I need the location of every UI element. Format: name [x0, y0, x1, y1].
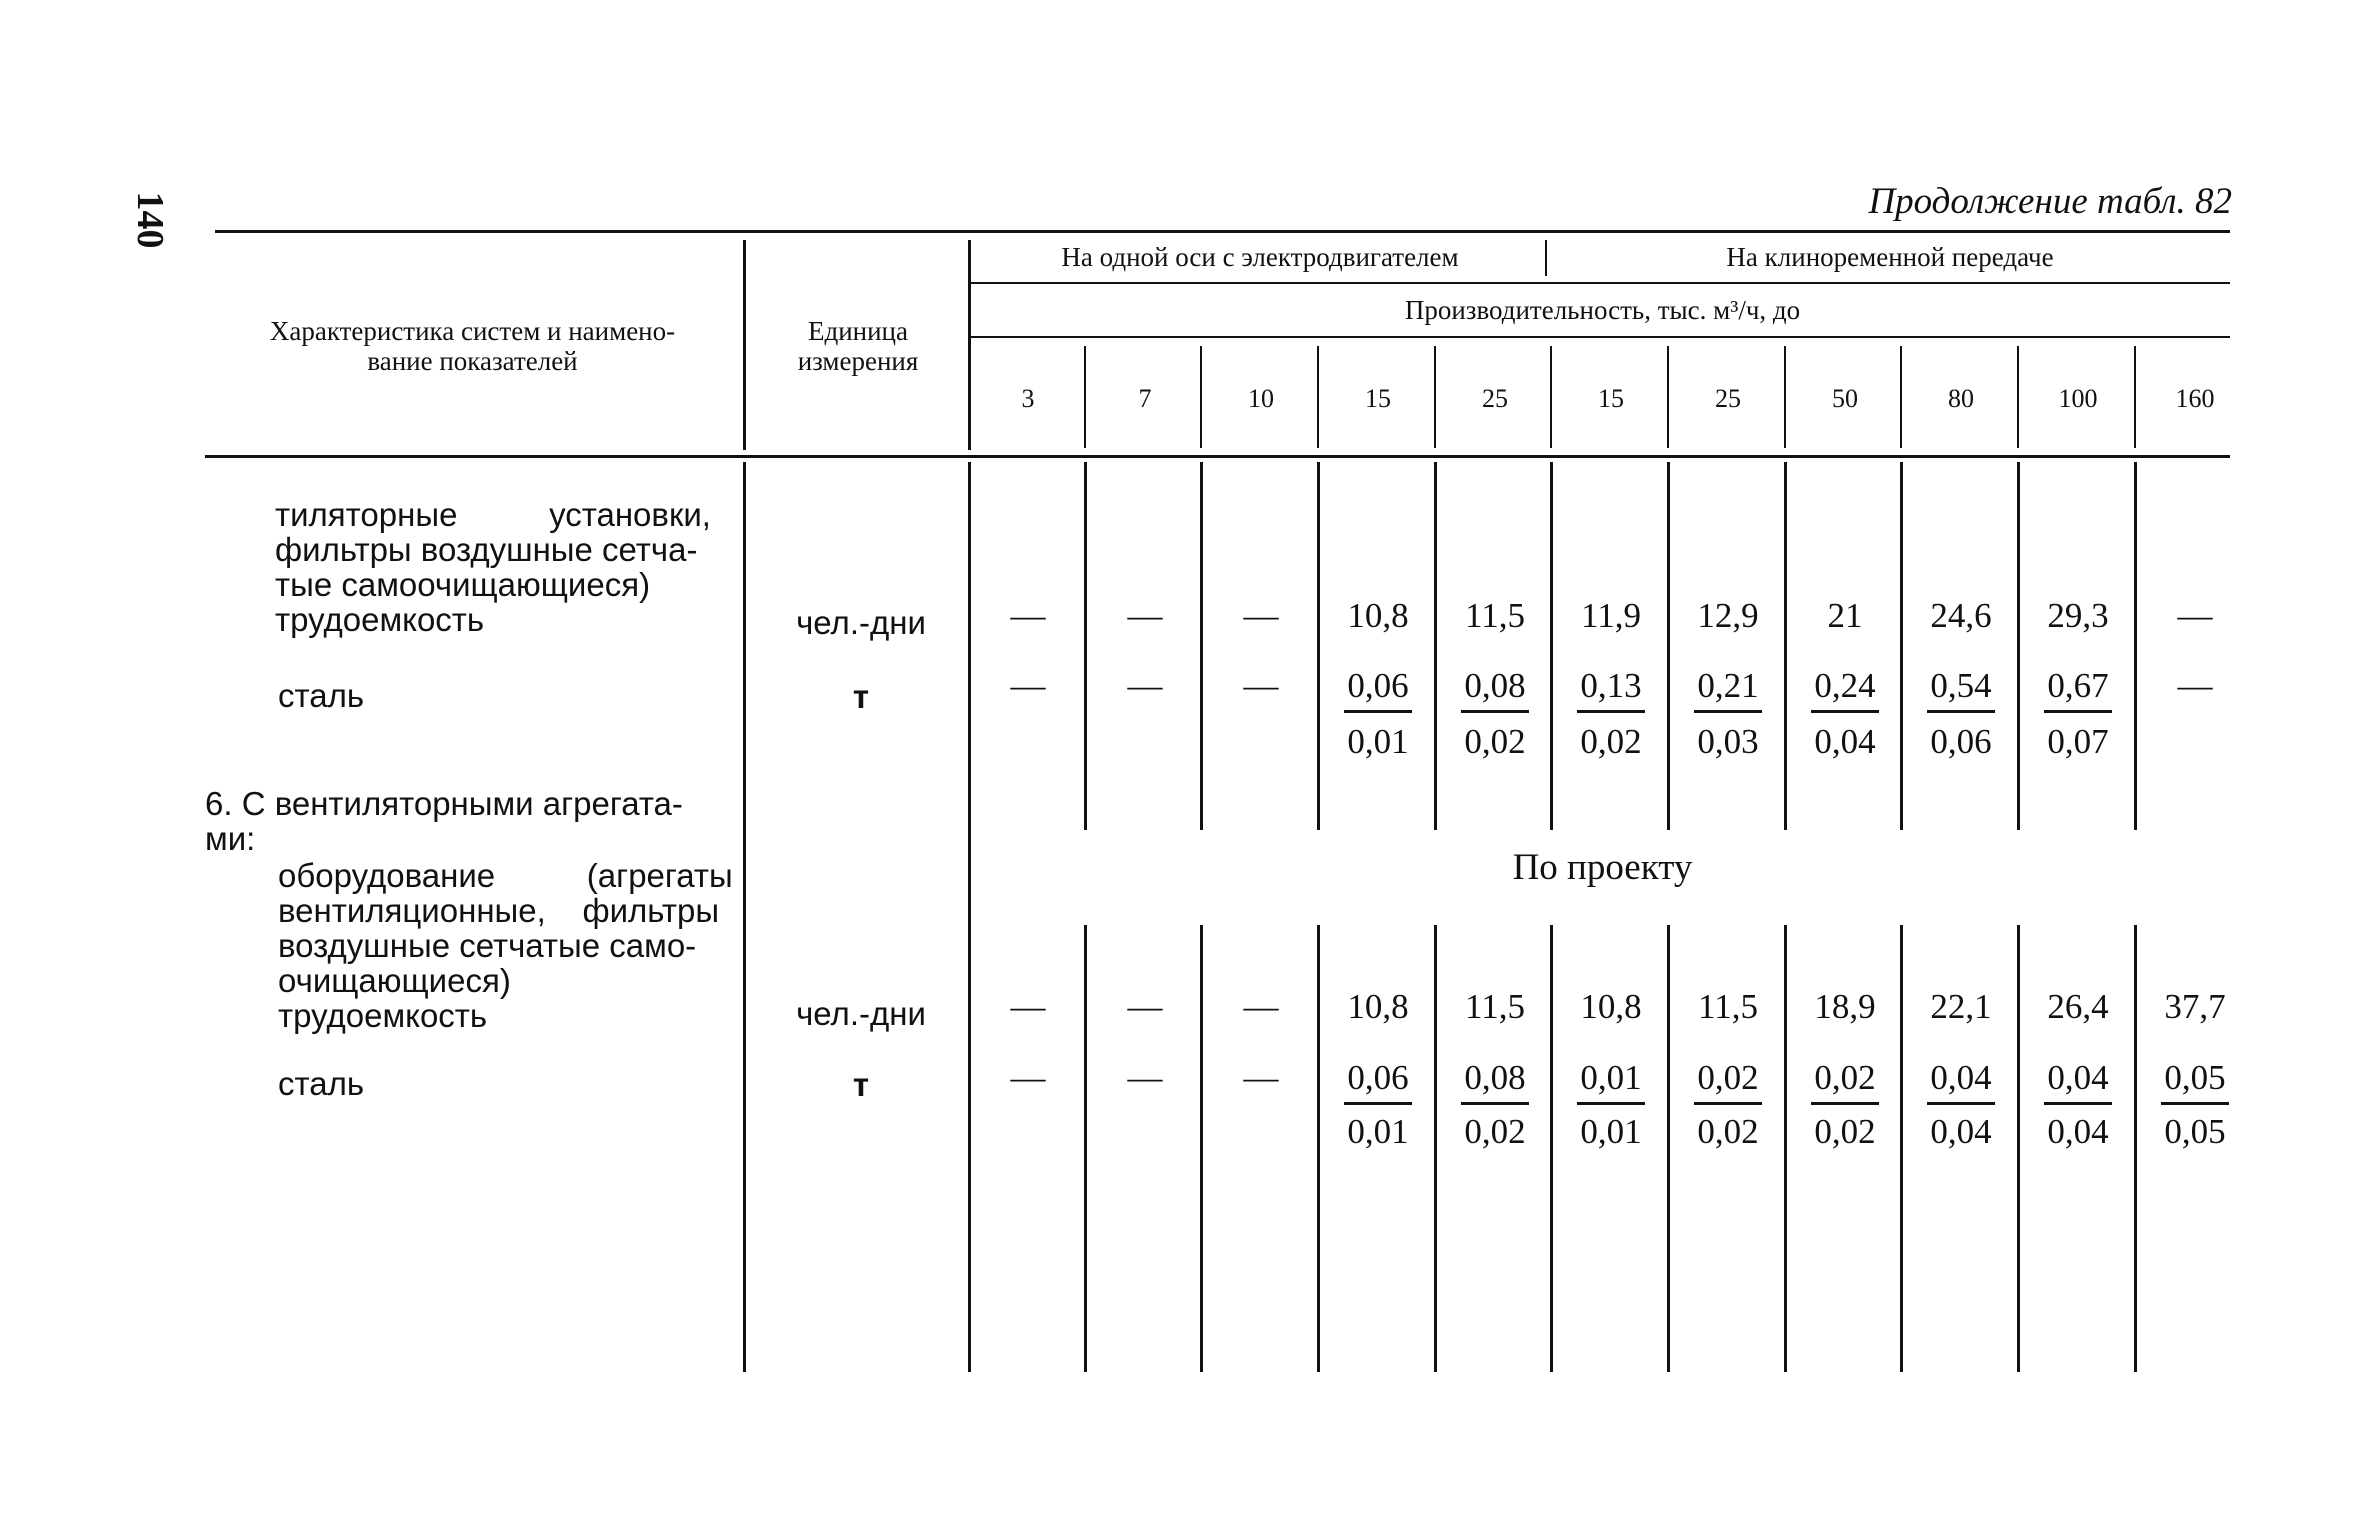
section5-labor-value: [1903, 596, 2019, 636]
body-col-divider: [1317, 462, 1320, 830]
section6-labor-value-text: 37,7: [2164, 987, 2226, 1026]
section5-labor-value: [1203, 596, 1319, 636]
section5-labor-value-text: 11,9: [1581, 596, 1641, 635]
section5-steel-unit: т: [852, 678, 870, 715]
section5-desc-line: тиляторные установки,: [275, 496, 711, 533]
section6-steel-denominator-text: 0,01: [1580, 1112, 1642, 1151]
body-col-divider: [1667, 462, 1670, 830]
header-unit-line1: Единица: [807, 316, 908, 346]
section6-steel-denominator-text: 0,05: [2164, 1112, 2226, 1151]
section6-labor-value: [1203, 987, 1319, 1027]
section5-steel-value: [1903, 666, 2019, 713]
section6-labor-value: [2020, 987, 2136, 1027]
section6-labor-value-text: 10,8: [1580, 987, 1642, 1026]
section6-steel-denominator-text: 0,04: [1930, 1112, 1992, 1151]
capacity-divider: [2017, 346, 2019, 448]
capacity-header-cell: 50: [1832, 384, 1858, 413]
section5-labor-value: [1787, 596, 1903, 636]
section5-steel-value-text: 0,13: [1577, 666, 1644, 713]
section6-labor-value-text: —: [1127, 987, 1163, 1026]
section6-steel-value-text: 0,02: [1694, 1058, 1761, 1105]
section5-steel-value-text: 0,08: [1461, 666, 1528, 713]
capacity-divider: [1317, 346, 1319, 448]
section5-labor-value-text: 11,5: [1465, 596, 1525, 635]
section6-equipment-line: вентиляционные, фильтры: [278, 892, 720, 929]
capacity-header-cell: 3: [1021, 384, 1035, 413]
capacity-divider: [1084, 346, 1086, 448]
section6-labor-value-text: 18,9: [1814, 987, 1876, 1026]
capacity-divider: [1900, 346, 1902, 448]
capacity-divider: [1784, 346, 1786, 448]
section6-labor-value-text: —: [1243, 987, 1279, 1026]
section6-steel-denominator: [1670, 1112, 1786, 1152]
capacity-header-cell: 160: [2175, 384, 2215, 413]
body-col-divider: [2017, 462, 2020, 830]
page-number: 140: [129, 191, 171, 249]
section5-steel-denominator: [1320, 722, 1436, 762]
section6-steel-unit: т: [852, 1066, 870, 1103]
section5-labor-value: [1670, 596, 1786, 636]
section6-equipment-value: По проекту: [1512, 847, 1693, 888]
section5-steel-value-text: —: [1243, 666, 1279, 705]
section5-labor-value: [1437, 596, 1553, 636]
section5-steel-value: [1320, 666, 1436, 713]
section5-labor-value-text: 29,3: [2047, 596, 2109, 635]
body-col-divider: [1084, 462, 1087, 830]
header-group-belt: На клиноременной передаче: [1726, 242, 2054, 272]
section5-steel-value: [1437, 666, 1553, 713]
section5-labor-label: трудоемкость: [275, 601, 485, 638]
section5-steel-denominator: [1903, 722, 2019, 762]
section6-steel-value: [1670, 1058, 1786, 1105]
section5-steel-value: [2020, 666, 2136, 713]
capacity-header-cell: 10: [1248, 384, 1274, 413]
section5-labor-value-text: —: [1010, 596, 1046, 635]
capacity-divider: [1667, 346, 1669, 448]
body-col-divider: [1200, 462, 1203, 830]
section6-labor-value: [2137, 987, 2253, 1027]
capacity-divider: [1200, 346, 1202, 448]
header-unit: [748, 316, 968, 376]
section6-equipment-line: воздушные сетчатые само-: [278, 927, 697, 964]
section6-steel-value-text: 0,05: [2161, 1058, 2228, 1105]
section6-steel-value: [2020, 1058, 2136, 1105]
section6-labor-value-text: 26,4: [2047, 987, 2109, 1026]
section5-steel-value: [970, 666, 1086, 706]
section6-steel-denominator: [1787, 1112, 1903, 1152]
productivity-rule: [970, 336, 2230, 338]
capacity-header-cell: 7: [1138, 384, 1152, 413]
section6-steel-value-text: 0,04: [2044, 1058, 2111, 1105]
section6-steel-denominator: [1903, 1112, 2019, 1152]
section6-steel-value-text: —: [1243, 1058, 1279, 1097]
section5-steel-denominator: [1787, 722, 1903, 762]
section5-steel-value: [1553, 666, 1669, 713]
section6-labor-value: [1320, 987, 1436, 1027]
section6-labor-value: [1437, 987, 1553, 1027]
section5-labor-value-text: —: [1243, 596, 1279, 635]
section6-steel-value-text: 0,01: [1577, 1058, 1644, 1105]
section6-steel-value: [1437, 1058, 1553, 1105]
header-characteristic: [200, 316, 745, 376]
section5-steel-value-text: 0,54: [1927, 666, 1994, 713]
header-bottom-rule: [205, 455, 2230, 458]
section5-steel-denominator: [1670, 722, 1786, 762]
section5-steel-value-text: 0,67: [2044, 666, 2111, 713]
section5-steel-denominator: [1437, 722, 1553, 762]
section5-labor-value-text: —: [2177, 596, 2213, 635]
section5-labor-value-text: 24,6: [1930, 596, 1992, 635]
section5-steel-label: сталь: [278, 677, 365, 714]
section6-steel-value: [2137, 1058, 2253, 1105]
section6-labor-value-text: 11,5: [1698, 987, 1758, 1026]
section5-steel-value: [1787, 666, 1903, 713]
section5-labor-value-text: 21: [1827, 596, 1863, 635]
section5-steel-value-text: 0,24: [1811, 666, 1878, 713]
section6-equipment-line: очищающиеся): [278, 962, 511, 999]
capacity-header-cell: 25: [1715, 384, 1741, 413]
section5-steel-denominator-text: 0,07: [2047, 722, 2109, 761]
section5-labor-value: [1087, 596, 1203, 636]
section5-steel-denominator-text: 0,02: [1464, 722, 1526, 761]
section5-labor-value: [2020, 596, 2136, 636]
section5-labor-value-text: 10,8: [1347, 596, 1409, 635]
section6-title: [205, 786, 750, 856]
section6-steel-value-text: 0,04: [1927, 1058, 1994, 1105]
capacity-header-cell: 15: [1365, 384, 1391, 413]
section5-steel-denominator: [2020, 722, 2136, 762]
section5-steel-denominator-text: 0,02: [1580, 722, 1642, 761]
section5-labor-value-text: —: [1127, 596, 1163, 635]
section5-steel-denominator-text: 0,06: [1930, 722, 1992, 761]
section6-labor-value: [1903, 987, 2019, 1027]
section6-steel-value: [1787, 1058, 1903, 1105]
capacity-divider: [1434, 346, 1436, 448]
section5-labor-value: [2137, 596, 2253, 636]
section6-steel-value: [1203, 1058, 1319, 1098]
table-caption: Продолжение табл. 82: [1868, 181, 2232, 222]
section6-steel-value: [1087, 1058, 1203, 1098]
body-col-divider: [1434, 462, 1437, 830]
section6-labor-value: [970, 987, 1086, 1027]
body-col-divider: [1550, 462, 1553, 830]
col-divider-2: [968, 240, 971, 450]
section5-steel-denominator: [1553, 722, 1669, 762]
section6-steel-value: [1320, 1058, 1436, 1105]
header-unit-line2: измерения: [797, 346, 919, 376]
section6-steel-denominator: [1437, 1112, 1553, 1152]
section6-labor-value: [1787, 987, 1903, 1027]
capacity-header-cell: 80: [1948, 384, 1974, 413]
header-characteristic-line2: вание показателей: [367, 346, 578, 376]
section5-steel-value: [2137, 666, 2253, 706]
capacity-divider: [2134, 346, 2136, 448]
section6-labor-unit: чел.-дни: [796, 995, 926, 1032]
section5-steel-value: [1087, 666, 1203, 706]
section6-labor-value-text: —: [1010, 987, 1046, 1026]
section5-steel-value-text: —: [2177, 666, 2213, 705]
section6-title-line1: 6. С вентиляторными агрегата-: [205, 785, 683, 822]
section6-steel-value-text: 0,02: [1811, 1058, 1878, 1105]
body-col-divider: [2134, 462, 2137, 830]
body-col-divider: [1784, 462, 1787, 830]
section6-steel-denominator: [2020, 1112, 2136, 1152]
section5-desc-line: фильтры воздушные сетча-: [275, 531, 698, 568]
section5-steel-value-text: —: [1010, 666, 1046, 705]
capacity-divider: [1550, 346, 1552, 448]
section6-steel-denominator-text: 0,04: [2047, 1112, 2109, 1151]
group-divider: [1545, 240, 1547, 276]
section6-steel-value: [970, 1058, 1086, 1098]
section6-labor-label: трудоемкость: [278, 997, 488, 1034]
body-col-divider: [1900, 462, 1903, 830]
section6-steel-value: [1553, 1058, 1669, 1105]
header-characteristic-line1: Характеристика систем и наимено-: [269, 316, 676, 346]
section6-labor-value-text: 11,5: [1465, 987, 1525, 1026]
section6-steel-value-text: —: [1127, 1058, 1163, 1097]
section6-equipment: [278, 858, 748, 1033]
section5-steel-denominator-text: 0,03: [1697, 722, 1759, 761]
section5-labor-value: [1320, 596, 1436, 636]
section6-steel-denominator-text: 0,02: [1697, 1112, 1759, 1151]
capacity-header-cell: 15: [1598, 384, 1624, 413]
section5-labor-unit: чел.-дни: [796, 604, 926, 641]
section6-labor-value-text: 10,8: [1347, 987, 1409, 1026]
table-top-rule: [215, 230, 2230, 233]
section6-steel-denominator-text: 0,02: [1814, 1112, 1876, 1151]
section5-steel-value: [1203, 666, 1319, 706]
header-productivity: Производительность, тыс. м³/ч, до: [1404, 295, 1801, 325]
section5-description: [275, 497, 745, 637]
section5-steel-value-text: 0,06: [1344, 666, 1411, 713]
section6-steel-denominator: [1320, 1112, 1436, 1152]
section5-steel-value: [1670, 666, 1786, 713]
section6-title-line2: ми:: [205, 820, 256, 857]
section6-steel-value: [1903, 1058, 2019, 1105]
section6-steel-label: сталь: [278, 1065, 365, 1102]
section6-steel-denominator-text: 0,01: [1347, 1112, 1409, 1151]
group-rule: [970, 282, 2230, 284]
header-group-axial: На одной оси с электродвигателем: [1061, 242, 1459, 272]
section6-steel-value-text: —: [1010, 1058, 1046, 1097]
section6-equipment-line: оборудование (агрегаты: [278, 857, 733, 894]
section6-labor-value: [1553, 987, 1669, 1027]
section6-labor-value: [1087, 987, 1203, 1027]
section6-steel-denominator: [1553, 1112, 1669, 1152]
section5-labor-value: [970, 596, 1086, 636]
section6-labor-value: [1670, 987, 1786, 1027]
section5-steel-value-text: 0,21: [1694, 666, 1761, 713]
section5-labor-value-text: 12,9: [1697, 596, 1759, 635]
section6-steel-denominator: [2137, 1112, 2253, 1152]
capacity-header-cell: 25: [1482, 384, 1508, 413]
section6-steel-value-text: 0,06: [1344, 1058, 1411, 1105]
capacity-header-cell: 100: [2058, 384, 2098, 413]
section6-steel-denominator-text: 0,02: [1464, 1112, 1526, 1151]
section6-steel-value-text: 0,08: [1461, 1058, 1528, 1105]
section5-labor-value: [1553, 596, 1669, 636]
section6-labor-value-text: 22,1: [1930, 987, 1992, 1026]
section5-steel-value-text: —: [1127, 666, 1163, 705]
section5-steel-denominator-text: 0,01: [1347, 722, 1409, 761]
section5-steel-denominator-text: 0,04: [1814, 722, 1876, 761]
section5-desc-line: тые самоочищающиеся): [275, 566, 651, 603]
